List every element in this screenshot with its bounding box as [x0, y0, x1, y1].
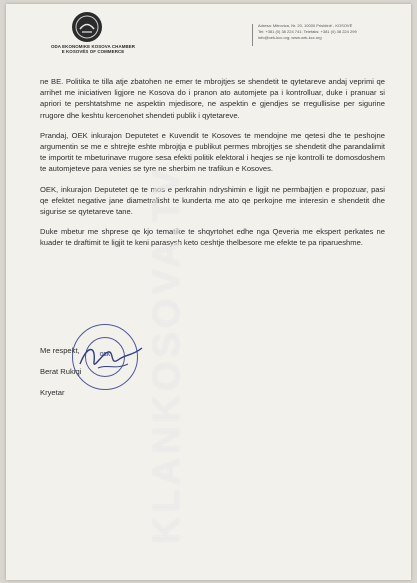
- watermark: KLANKOSOVA.TV: [146, 165, 188, 544]
- address-line: Adresa: Mitrovica, Nr. 20, 10000 Prishtinë - KOSOVË: [258, 23, 353, 28]
- handwritten-signature: [76, 334, 146, 379]
- web-line: info@oek-kcc.org; www.oek-kcc.org: [258, 35, 322, 40]
- letterhead-divider: [252, 24, 253, 46]
- chamber-emblem-icon: [72, 12, 102, 42]
- body-paragraph: OEK, inkurajon Deputetet qe te mos e perkrahin ndryshimin e ligjit ne permbajtjen e propozuar, pasi qe efektet negative jane diametralisht te kunderta me ato qe perkojne me interesin e shendetit dhe sigurise se qytetareve tane.: [40, 184, 385, 217]
- document-page: [6, 4, 411, 580]
- org-name-line1: ODA EKONOMIKE KOSOVA CHAMBER: [50, 44, 136, 49]
- closing-text: Me respekt,: [40, 346, 80, 355]
- body-paragraph: ne BE. Politika te tilla atje zbatohen ne emer te mbrojtjes se shendetit te qytetareve andaj veprimi qe arrihet me iniciativen ligjore ne Kosova do i pranon ato automjete pa i kontrolluar, duke i pranuar si apriori te pershtatshme ne aspektin mjedisore, ne aspektin e gjendjes se rregullisise per sigurine rrugore dhe keshtu kercenohet shendeti publik i qytetareve.: [40, 77, 385, 120]
- signer-title: Kryetar: [40, 388, 65, 397]
- body-paragraph: Duke mbetur me shprese qe kjo tematike te shqyrtohet edhe nga Qeveria me ekspert perkates ne kuader te draftimit te ligjit te keni parasysh keto ceshtje thelbesore me efekte te pa riparueshme.: [40, 227, 385, 248]
- body-paragraph: Prandaj, OEK inkurajon Deputetet e Kuvendit te Kosoves te mendojne me qetesi dhe te peshojne argumentin se me e shtrejte eshte mbrojtja e publikut permes mbrojtjes se shendetit dhe parandalimit te importit te mbeturinave rrugore sesa efekti politik elektoral i heqjes se nje kontrolli te domosdoshem te automjeteve para venies se tyre ne sherbim ne trafikun e Kosoves.: [40, 130, 385, 174]
- org-name-line2: E KOSOVËS OF COMMERCE: [61, 49, 125, 54]
- signer-name: Berat Rukiqi: [40, 367, 82, 376]
- letterhead-address: [258, 23, 408, 41]
- stamp-label: OEK: [99, 352, 111, 358]
- phone-line: Tel: +381 (0) 38 224 741; Telefaks: +381 (0) 38 224 299: [258, 29, 357, 34]
- letterhead-logo: [38, 12, 148, 56]
- letter-body: [40, 76, 385, 258]
